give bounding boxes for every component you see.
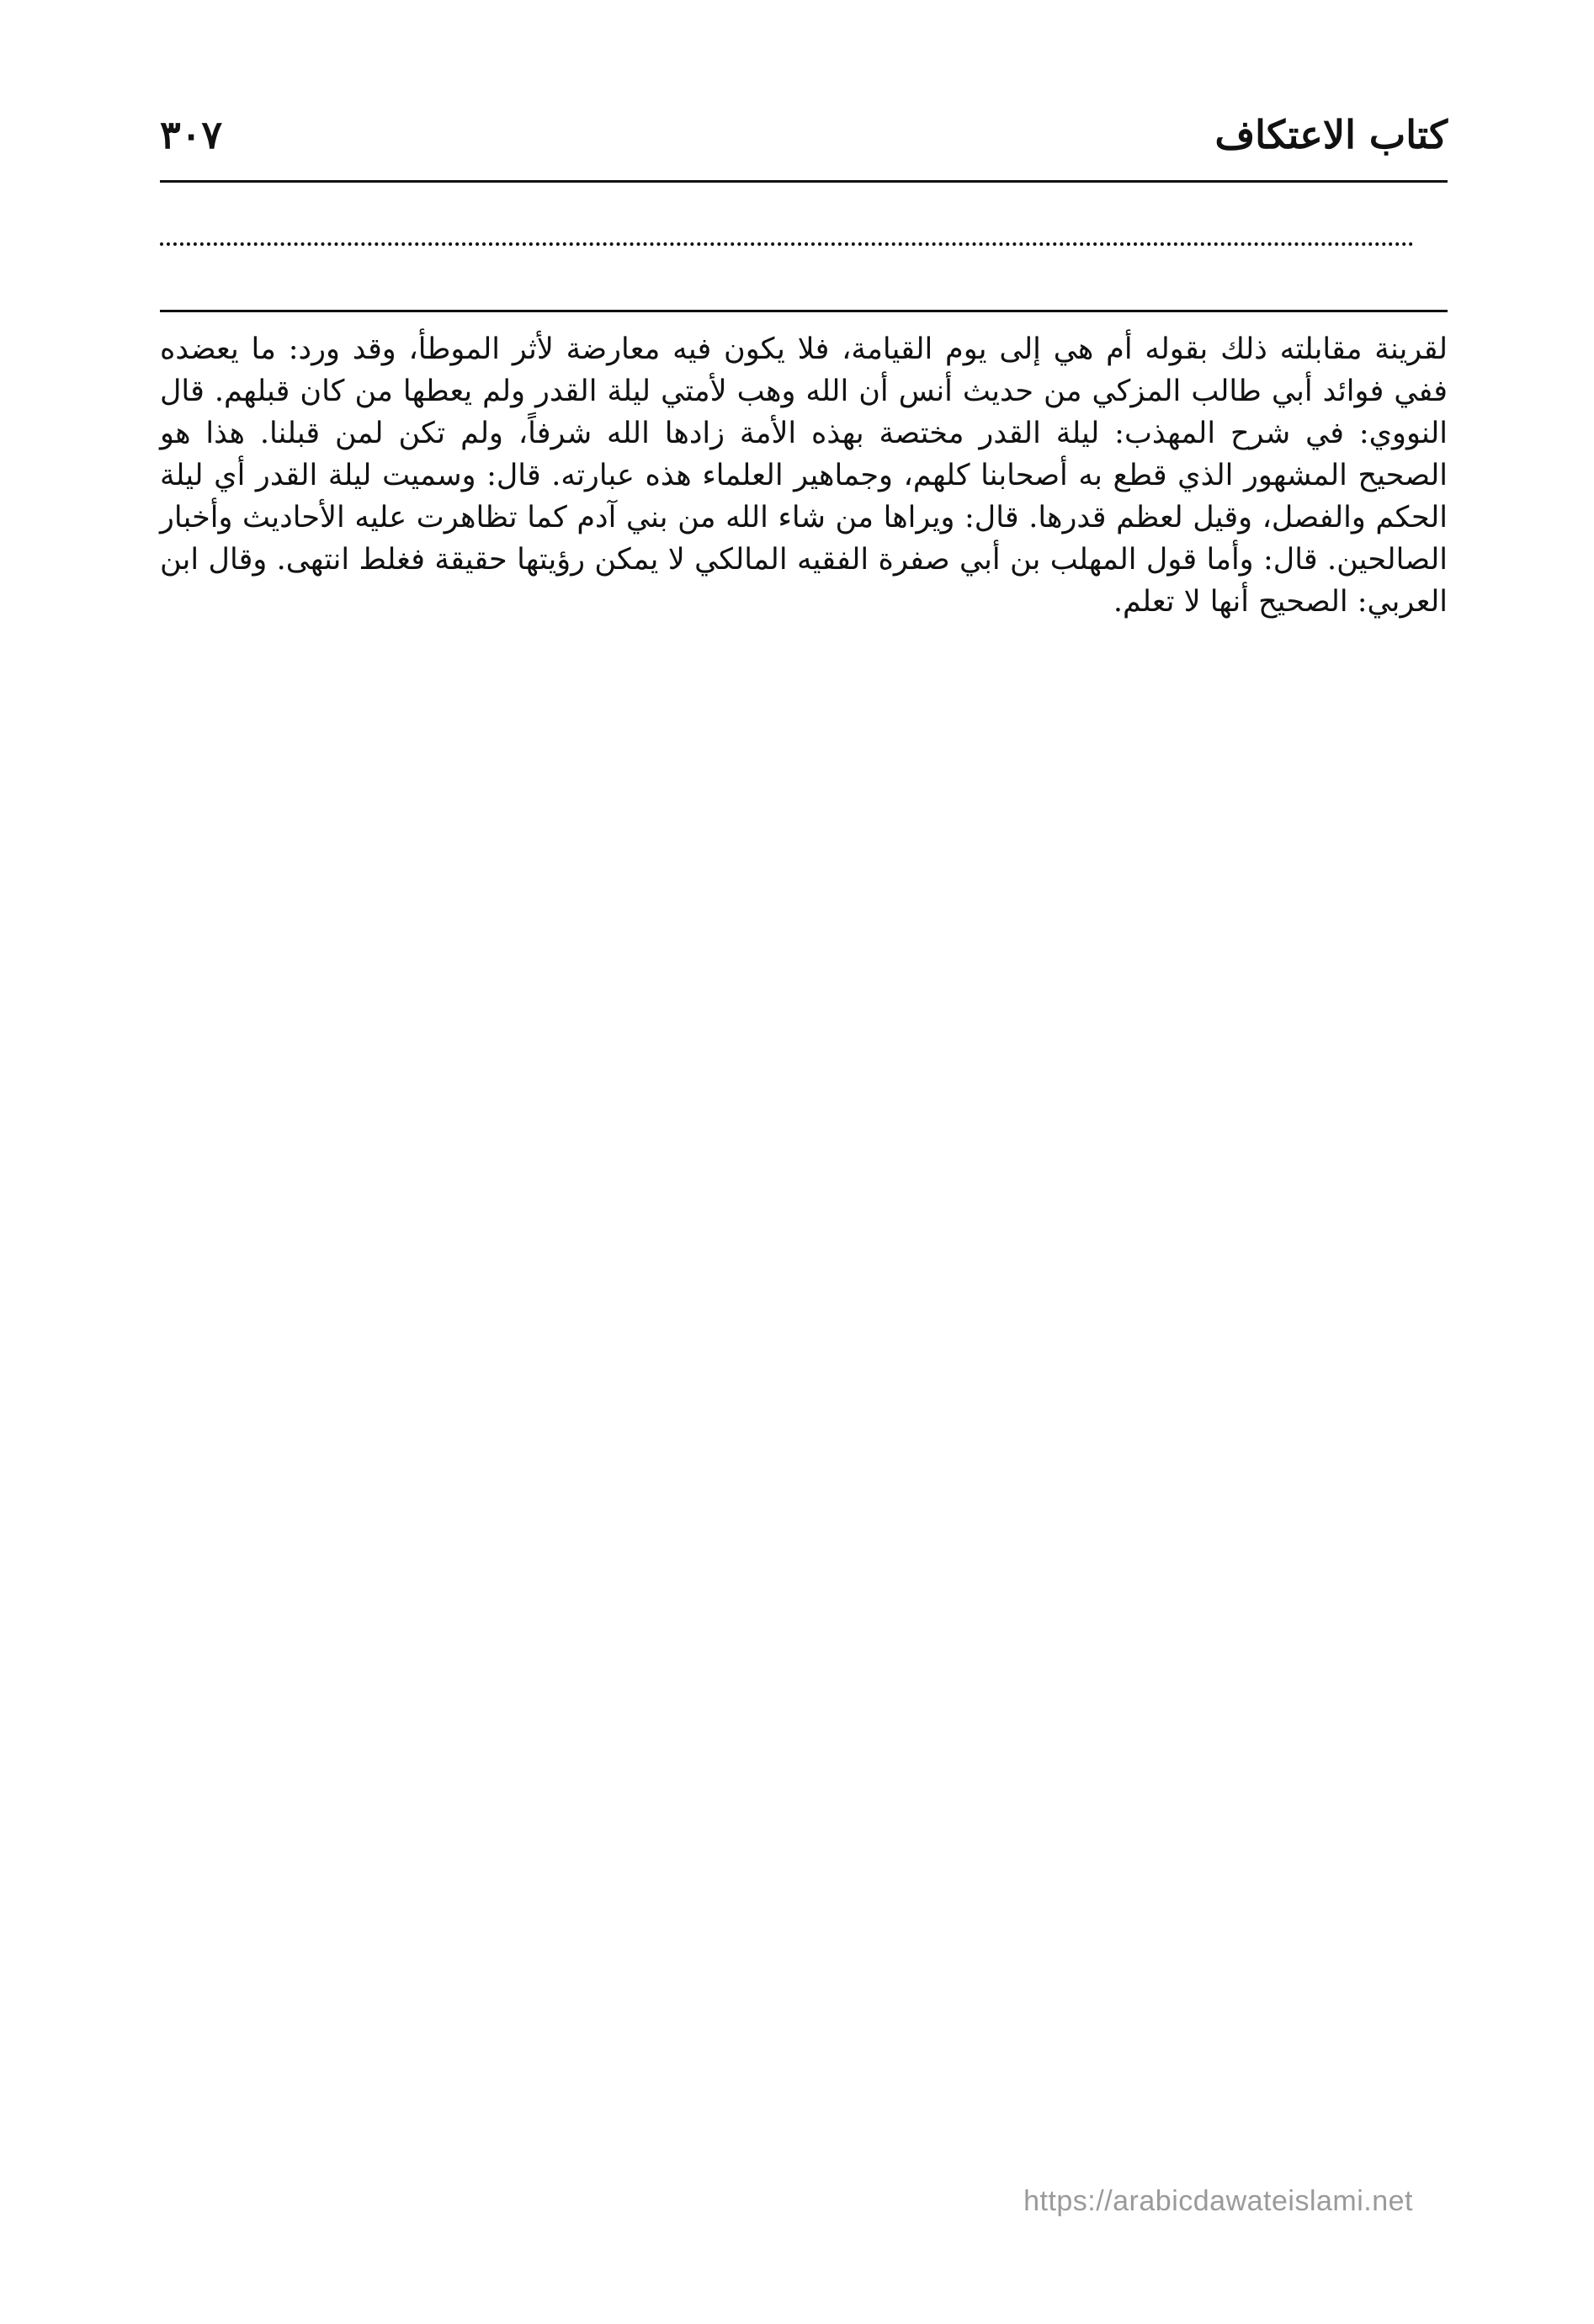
dotted-separator	[160, 242, 1414, 246]
watermark-url: https://arabicdawateislami.net	[1023, 2185, 1413, 2217]
footnote-rule	[160, 310, 1448, 312]
footnote-text: لقرينة مقابلته ذلك بقوله أم هي إلى يوم القيامة، فلا يكون فيه معارضة لأثر الموطأ، وقد ورد: ما يعضده ففي فوائد أبي طالب المزكي من حديث أنس أن الله وهب لأمتي ليلة القدر ولم يعطها من كان قبلهم. قال النووي: في شرح المهذب: ليلة القدر مختصة بهذه الأمة زادها الله شرفاً، ولم تكن لمن قبلنا. هذا هو الصحيح المشهور الذي قطع به أصحابنا كلهم، وجماهير العلماء هذه عبارته. قال: وسميت ليلة القدر أي ليلة الحكم والفصل، وقيل لعظم قدرها. قال: ويراها من شاء الله من بني آدم كما تظاهرت عليه الأحاديث وأخبار الصالحين. قال: وأما قول المهلب بن أبي صفرة الفقيه المالكي لا يمكن رؤيتها حقيقة فغلط انتهى. وقال ابن العربي: الصحيح أنها لا تعلم.	[160, 332, 1448, 619]
page-number: ٣٠٧	[160, 112, 223, 157]
running-title: كتاب الاعتكاف	[1214, 112, 1448, 157]
page-header	[160, 109, 1448, 168]
header-rule	[160, 180, 1448, 183]
